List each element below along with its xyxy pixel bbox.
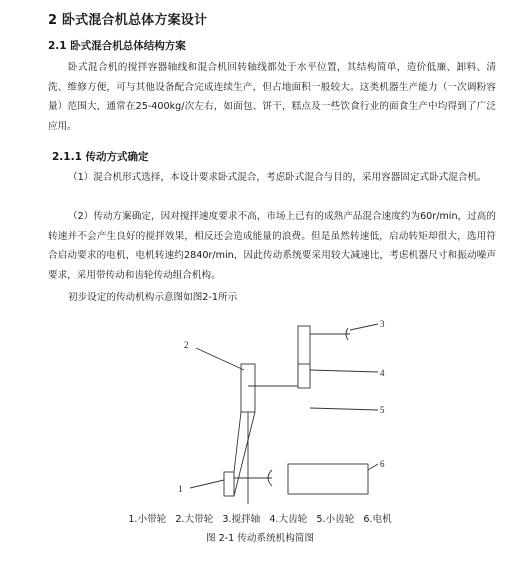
legend-item: 4.大齿轮 xyxy=(269,514,308,525)
legend-item: 2.大带轮 xyxy=(175,514,214,525)
callout-leader-6 xyxy=(368,464,378,470)
callout-5: 5 xyxy=(380,405,385,415)
subsection-heading: 2.1 卧式混合机总体结构方案 xyxy=(48,40,186,52)
belt-line xyxy=(234,412,255,496)
callout-leader-5 xyxy=(310,408,378,410)
section-heading: 2 卧式混合机总体方案设计 xyxy=(48,13,208,28)
large-pulley xyxy=(241,364,255,412)
figure-legend xyxy=(0,511,520,525)
subsubsection-heading: 2.1.1 传动方式确定 xyxy=(52,151,149,163)
legend-item: 5.小齿轮 xyxy=(316,514,355,525)
small-pulley xyxy=(224,472,234,496)
transmission-paragraph: （2）传动方案确定，因对搅拌速度要求不高，市场上已有的成熟产品混合速度约为60r/min，过高的转速并不会产生良好的搅拌效果，相反还会造成能量的浪费。但是虽然转速低，启动转矩却很大，选用符合启动要求的电机，电机转速约2840r/min，因此传动系统要采用较大减速比，考虑机器尺寸和振动噪声要求，采用带传动和齿轮传动组合机构。 xyxy=(48,211,496,281)
callout-4: 4 xyxy=(380,368,385,378)
figure-intro-paragraph: 初步设定的传动机构示意图如图2-1所示 xyxy=(68,292,238,303)
callout-3: 3 xyxy=(380,319,385,329)
callout-leader-2 xyxy=(196,348,244,370)
figure-caption: 图 2-1 传动系统机构简图 xyxy=(205,533,315,544)
motor xyxy=(288,464,368,494)
belt-line xyxy=(234,412,241,472)
mixer-type-paragraph: （1）混合机形式选择，本设计要求卧式混合，考虑卧式混合与目的，采用容器固定式卧式混合机。 xyxy=(68,172,487,183)
small-gear xyxy=(298,364,310,388)
legend-item: 6.电机 xyxy=(363,514,392,525)
transmission-diagram xyxy=(160,312,400,512)
callout-1: 1 xyxy=(178,484,183,494)
callout-leader-4 xyxy=(310,370,378,372)
callout-leader-1 xyxy=(190,480,224,488)
callout-leader-3 xyxy=(350,324,378,330)
callout-6: 6 xyxy=(380,459,385,469)
legend-item: 1.小带轮 xyxy=(128,514,167,525)
legend-item: 3.搅拌轴 xyxy=(222,514,261,525)
structure-paragraph: 卧式混合机的搅拌容器轴线和混合机回转轴线都处于水平位置，其结构简单，造价低廉、卸料、清洗、维修方便，可与其他设备配合完成连续生产，但占地面积一般较大。这类机器生产能力（一次调粉容量）范围大，通常在25-400kg/次左右，如面包、饼干，糕点及一些饮食行业的面食生产中均得到了广泛应用。 xyxy=(48,62,496,132)
callout-2: 2 xyxy=(184,340,189,350)
